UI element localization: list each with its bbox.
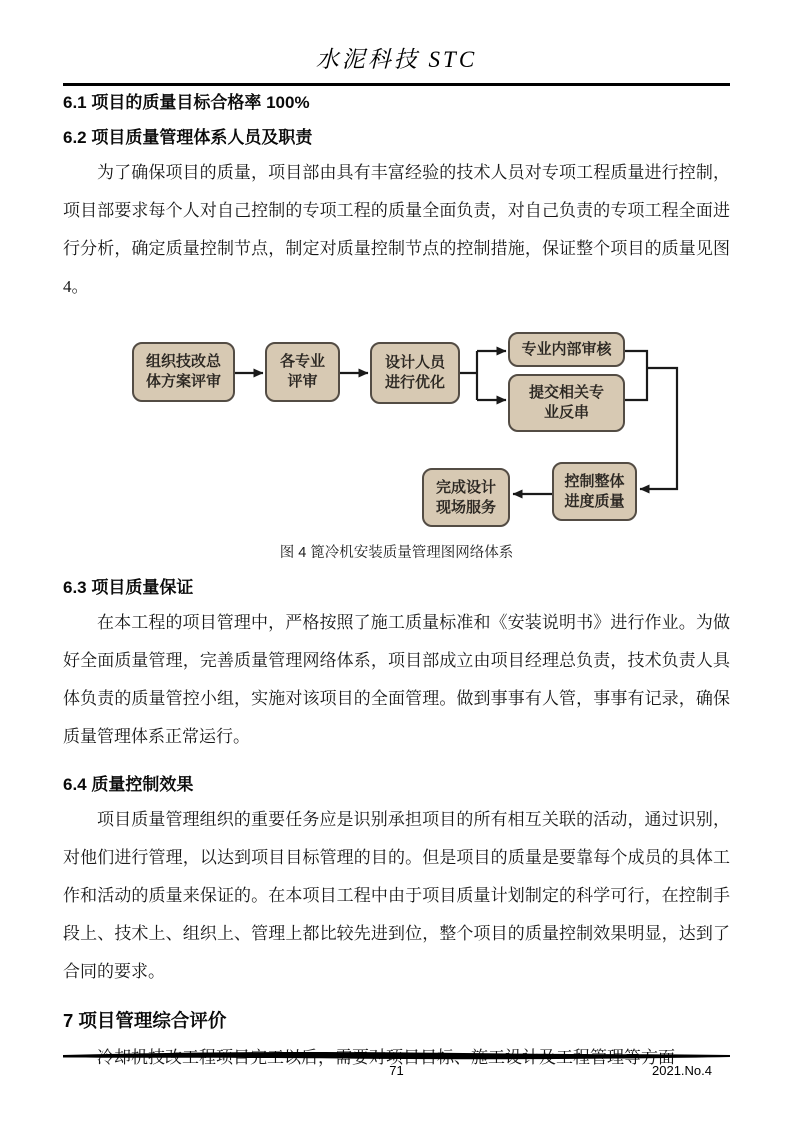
heading-6-1: 6.1 项目的质量目标合格率 100%: [63, 93, 310, 112]
flow-node-label: 提交相关专业反串: [528, 384, 604, 421]
flow-node-label: 控制整体进度质量: [564, 472, 625, 510]
paragraph-6-2: 为了确保项目的质量，项目部由具有丰富经验的技术人员对专项工程质量进行控制，项目部要求每个人对自己控制的专项工程的质量全面负责，对自己负责的专项工程全面进行分析，确定质量控制节点，制定对质量控制节点的控制措施，保证整个项目的质量见图4。: [63, 163, 730, 296]
flow-node-label: 专业内部审核: [521, 340, 612, 358]
flow-node-label: 完成设计现场服务: [435, 478, 496, 516]
heading-6-2: 6.2 项目质量管理体系人员及职责: [63, 128, 313, 147]
paragraph-6-3: 在本工程的项目管理中，严格按照了施工质量标准和《安装说明书》进行作业。为做好全面质量管理，完善质量管理网络体系，项目部成立由项目经理总负责，技术负责人具体负责的质量管控小组，实施对该项目的全面管理。做到事事有人管，事事有记录，确保质量管理体系正常运行。: [63, 613, 730, 746]
figure-caption: 图 4 篦冷机安装质量管理图网络体系: [279, 545, 514, 561]
footer-rule: [63, 1051, 730, 1061]
page-number: 71: [389, 1063, 404, 1078]
heading-6-4: 6.4 质量控制效果: [63, 775, 194, 794]
header-rule: [63, 83, 730, 86]
heading-7: 7 项目管理综合评价: [63, 1010, 227, 1031]
page-footer: [63, 1051, 730, 1122]
footer-line: [63, 1062, 730, 1079]
quality-flowchart: [63, 327, 730, 537]
flow-node-label: 组织技改总体方案评审: [145, 353, 221, 390]
flow-node-site-service: [422, 468, 510, 527]
flow-node-cross-check: [508, 374, 625, 432]
flow-node-internal-audit: [508, 332, 625, 367]
flow-node-design-optimize: [370, 342, 460, 404]
paragraph-6-4: 项目质量管理组织的重要任务应是识别承担项目的所有相互关联的活动，通过识别，对他们进行管理，以达到项目目标管理的目的。但是项目的质量是要靠每个成员的具体工作和活动的质量来保证的。在本项目工程中由于项目质量计划制定的科学可行，在控制手段上、技术上、组织上、管理上都比较先进到位，整个项目的质量控制效果明显，达到了合同的要求。: [63, 810, 730, 981]
flow-node-label: 设计人员进行优化: [384, 354, 445, 391]
journal-title: 水泥科技 STC: [315, 47, 478, 72]
issue-label: 2021.No.4: [652, 1063, 712, 1078]
heading-6-3: 6.3 项目质量保证: [63, 578, 194, 597]
flow-node-control-progress: [552, 462, 637, 521]
flow-node-discipline-review: [265, 342, 340, 402]
flow-node-label: 各专业评审: [279, 353, 325, 390]
flow-node-scheme-review: [132, 342, 235, 402]
